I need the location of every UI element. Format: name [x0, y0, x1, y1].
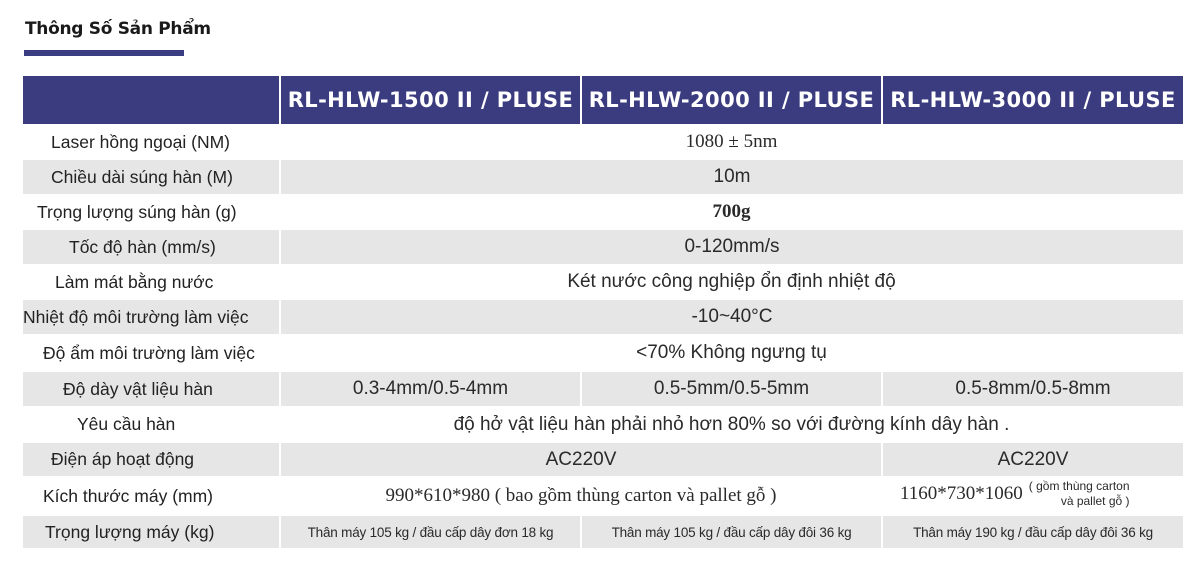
table-row [23, 230, 1183, 264]
value-thickness-2000: 0.5-5mm/0.5-5mm [581, 372, 882, 406]
value-thickness-1500: 0.3-4mm/0.5-4mm [280, 372, 581, 406]
value-machine-weight-1500: Thân máy 105 kg / đầu cấp dây đơn 18 kg [280, 516, 581, 548]
table-row [23, 264, 1183, 300]
row-label-thickness: Độ dày vật liệu hàn [23, 372, 280, 406]
model-header-2000: RL-HLW-2000 II / PLUSE [581, 76, 882, 124]
row-label-requirement: Yêu cầu hàn [77, 414, 176, 434]
value-laser: 1080 ± 5nm [685, 131, 778, 152]
value-gun-length: 10m [280, 160, 1183, 194]
header-row [23, 76, 1183, 124]
row-label-speed: Tốc độ hàn (mm/s) [23, 230, 280, 264]
table-row [23, 516, 1183, 548]
table-row [23, 372, 1183, 406]
model-header-3000: RL-HLW-3000 II / PLUSE [882, 76, 1183, 124]
header-corner [23, 76, 280, 124]
row-label-gun-length: Chiều dài súng hàn (M) [23, 160, 280, 194]
title-underline [24, 50, 184, 56]
value-requirement: độ hở vật liệu hàn phải nhỏ hơn 80% so với đường kính dây hàn . [453, 413, 1010, 435]
value-machine-weight-3000: Thân máy 190 kg / đầu cấp dây đôi 36 kg [882, 516, 1183, 548]
value-humidity: <70% Không ngưng tụ [636, 342, 827, 363]
value-dimensions-3000-cell [882, 476, 1183, 516]
table-row [23, 194, 1183, 230]
value-temperature: -10~40°C [280, 300, 1183, 334]
table-row [23, 334, 1183, 372]
row-label-humidity: Độ ẩm môi trường làm việc [43, 342, 255, 363]
value-voltage-3000: AC220V [882, 443, 1183, 476]
row-label-gun-weight: Trọng lượng súng hàn (g) [37, 201, 237, 222]
row-label-cooling: Làm mát bằng nước [55, 271, 214, 292]
value-voltage-1500-2000: AC220V [280, 443, 882, 476]
section-title: Thông Số Sản Phẩm [25, 19, 211, 39]
value-thickness-3000: 0.5-8mm/0.5-8mm [882, 372, 1183, 406]
table-row [23, 406, 1183, 443]
row-label-machine-weight: Trọng lượng máy (kg) [23, 516, 280, 548]
dimensions-note-line2: và pallet gỗ ) [1060, 494, 1130, 508]
row-label-laser: Laser hồng ngoại (NM) [51, 131, 230, 152]
table-row [23, 160, 1183, 194]
table-row [23, 300, 1183, 334]
value-cooling: Két nước công nghiệp ổn định nhiệt độ [567, 271, 896, 292]
row-label-temperature: Nhiệt độ môi trường làm việc [23, 300, 280, 334]
dimensions-note [1029, 479, 1130, 509]
value-dimensions-1500-2000: 990*610*980 ( bao gồm thùng carton và pallet gỗ ) [385, 485, 777, 506]
spec-table [23, 76, 1183, 548]
dimensions-note-line1: ( gồm thùng carton [1028, 479, 1130, 493]
value-gun-weight: 700g [712, 201, 751, 222]
table-row [23, 124, 1183, 160]
model-header-1500: RL-HLW-1500 II / PLUSE [280, 76, 581, 124]
value-machine-weight-2000: Thân máy 105 kg / đầu cấp dây đôi 36 kg [581, 516, 882, 548]
value-dimensions-3000: 1160*730*1060 [900, 483, 1023, 504]
row-label-voltage: Điện áp hoạt động [23, 443, 280, 476]
table-row [23, 443, 1183, 476]
table-row [23, 476, 1183, 516]
row-label-dimensions: Kích thước máy (mm) [43, 485, 214, 506]
value-speed: 0-120mm/s [280, 230, 1183, 264]
